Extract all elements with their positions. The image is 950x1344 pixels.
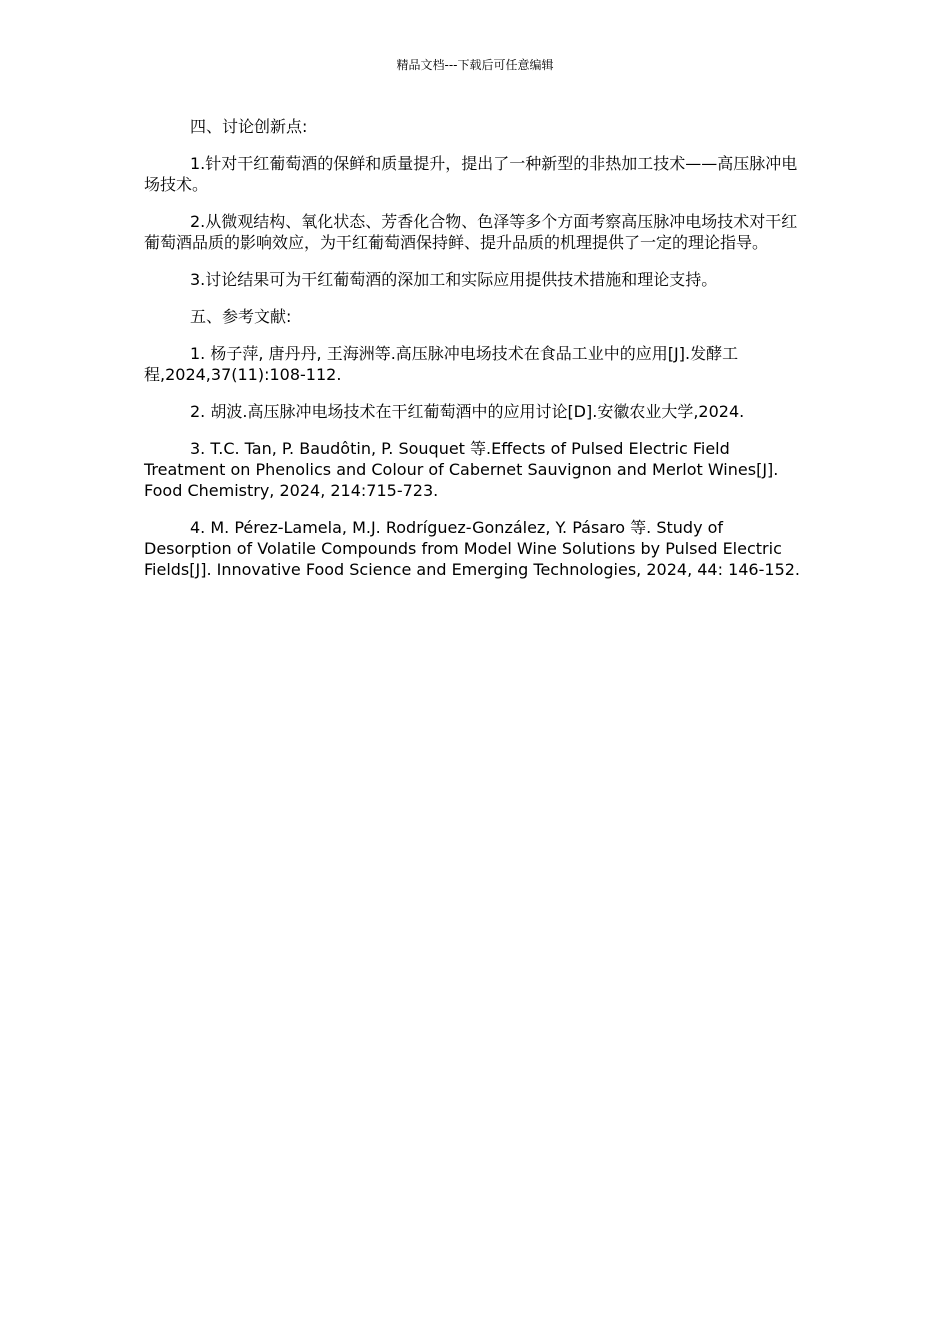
discussion-item: 1.针对干红葡萄酒的保鲜和质量提升，提出了一种新型的非热加工技术——高压脉冲电场技术。 [144,154,798,194]
discussion-item: 3.讨论结果可为干红葡萄酒的深加工和实际应用提供技术措施和理论支持。 [190,270,718,289]
section-heading-discussion: 四、讨论创新点: [190,117,308,136]
section-heading-references: 五、参考文献: [190,307,292,326]
reference-item: 3. T.C. Tan, P. Baudôtin, P. Souquet 等.Effects of Pulsed Electric Field Treatment on Phenolics and Colour of Cabernet Sauvignon and Merlot Wines[J]. Food Chemistry, 2024, 214:715-723. [144,439,779,500]
reference-item: 2. 胡波.高压脉冲电场技术在干红葡萄酒中的应用讨论[D].安徽农业大学,2024. [190,402,745,421]
discussion-item: 2.从微观结构、氧化状态、芳香化合物、色泽等多个方面考察高压脉冲电场技术对干红葡萄酒品质的影响效应，为干红葡萄酒保持鲜、提升品质的机理提供了一定的理论指导。 [144,212,798,252]
reference-item: 4. M. Pérez-Lamela, M.J. Rodríguez-González, Y. Pásaro 等. Study of Desorption of Volatile Compounds from Model Wine Solutions by Pulsed Electric Fields[J]. Innovative Food Science and Emerging Technologies, 2024, 44: 146-152. [144,518,801,579]
document-body [144,116,810,596]
page-header: 精品文档---下载后可任意编辑 [396,58,554,72]
reference-item: 1. 杨子萍, 唐丹丹, 王海洲等.高压脉冲电场技术在食品工业中的应用[J].发酵工程,2024,37(11):108-112. [144,344,739,384]
